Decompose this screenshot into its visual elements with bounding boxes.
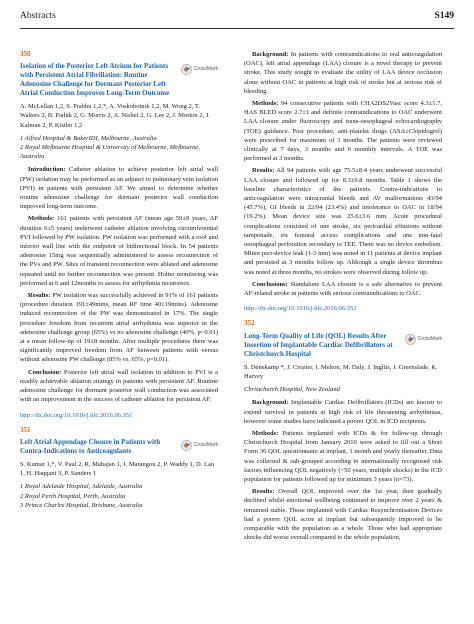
paragraph-methods: Methods: Patients implanted with ICDs & for follow-up through Christchurch Hospital from January 2010 were asked to fill out a Short Form 36 QOL questionnaire at implant, 1 month and yearly thereafter. Data was collected & sub-grouped according to internationally recognised risk factors influencing QOL negatively (<50 years, multiple shocks) in the ICD population for patients followed up for minimum 3 years (n=73). <box>244 429 442 483</box>
author-list: S. Denekamp *, J. Crozier, I. Melton, M. Daly, J. Ingliis, J. Greenslade, K. Harvey <box>244 363 438 380</box>
crossmark-badge[interactable] <box>405 334 442 345</box>
abstract-title: Isolation of the Posterior Left Atrium for Patients with Persistent Atrial Fibrillation: Routine Adenosine Challenge for Dormant Posterior Left Atrial Conduction Improves Long-Term Outcome <box>20 62 170 98</box>
affiliation: 3 Prince Charles Hospital, Brisbane, Australia <box>20 501 143 509</box>
crossmark-icon <box>181 440 192 451</box>
doi-link[interactable]: http://dx.doi.org/10.1016/j.hlc.2016.06.352 <box>244 305 357 313</box>
affiliations <box>244 385 442 394</box>
paragraph-results: Results: PW isolation was successfully achieved in 91% of 161 patients (procedure duration 191±49mins, mean RF time 40±19mins). Adenosine induced reconnection of the PW was demonstrated in 17%. The single procedure freedom from recurrent atrial arrhythmia was superior in the adenosine challenge group (65%) vs no adenosine challenge (40%, p<0.01) at a mean follow-up of 19±8 months. After multiple procedures there was significantly improved freedom from AF between patients with versus without adenosine PW challenge (85% vs. 65%, p=0.01). <box>20 292 218 364</box>
abstract-title: Long-Term Quality of Life (QOL) Results After Insertion of Implantable Cardiac Defibrillators at Christchurch Hospital <box>244 331 393 358</box>
affiliation: Christchurch Hospital, New Zealand <box>244 386 340 394</box>
abstract-351 <box>20 426 218 510</box>
paragraph-methods: Methods: 161 patients with persistent AF (mean age 59±9 years, AF duration 6±5 years) underwent catheter ablation involving circumferential PVI followed by PW isolation. PW isolation was performed with a roof and inferior wall line with the endpoint of bidirectional block. In 54 patients adenosine 15mg was sequentially administered to assess reconnection of the PVs and PW. Sites of transient reconnection were ablated and adenosine repeated until no further reconnection was present. Holter monitoring was performed at 6 and 12months to assess for arrhythmia recurrence. <box>20 215 218 287</box>
author-list: A. McLellan 1,2, S. Prabhu 1,2,*, A. Voskoboinik 1,2, M. Wong 2, T. Walters 2, B. Pathik 2, G. Morris 2, A. Nisbet 2, G. Lee 2, J. Morton 2, J. Kalman 2, P. Kistler 1,2 <box>20 103 210 129</box>
paragraph-results: Results: All 94 patients with age 75.5±8.4 years underwent successful LAA closure and followed up for 8.3±9.8 months. Table 1 shows the baseline characteristics of the patients. Contra-indications to anticoagulation were intracranial bleeds and AV malformations 43/94 (45.7%), GI bleeds in 22/94 (23.4%) and intolerance to OAC in 18/94 (19.2%). Mean device size was 25.6±3.6 mm. Acute procedural complications consisted of one stroke, six pericardial effusions without tamponade, six femoral access complications and one non-fatal oesophageal perforation secondary to TEE. There was no device embolism. Minor peri-device leak (1-3 mm) was noted in 11 patients at device implant and persisted at 3 months follow up. Although a single device thrombus was noted at three months, no strokes were observed during follow up. <box>244 167 442 276</box>
affiliation: 2 Royal Perth Hospital, Perth, Australia <box>20 492 126 500</box>
crossmark-label: CrossMark <box>417 335 442 342</box>
section-title: Abstracts <box>20 11 56 21</box>
crossmark-badge[interactable] <box>181 440 218 451</box>
abstract-number: 351 <box>20 425 31 434</box>
affiliation: 1 Alfred Hospital & BakerIDI, Melbourne, Australia <box>20 134 157 142</box>
abstract-number: 350 <box>20 50 31 58</box>
author-list: S. Kumar 1,*, V. Paul 2, R. Mahajan 1, J. Marangou 2, P. Waddy 1, D. Lau 1, H. Haqqani 3, P. Sanders 1 <box>20 460 215 478</box>
abstract-number: 352 <box>244 319 255 328</box>
paragraph-background: Background: In patients with contraindications to oral anticoagulation (OAC), left atrial appendage (LAA) closure is a novel therapy to prevent stroke. This study sought to evaluate the utility of LAA device occlusion alone without OAC in patients at high risk of stroke but at serious risk of bleeding. <box>244 51 442 95</box>
crossmark-badge[interactable] <box>181 64 218 75</box>
header-rule <box>20 28 454 29</box>
affiliations <box>20 134 218 162</box>
page-header <box>20 4 454 28</box>
abstract-350 <box>20 50 218 420</box>
right-column <box>244 50 442 545</box>
crossmark-icon <box>181 64 192 75</box>
paragraph-introduction: Introduction: Catheter ablation to achieve posterior left atrial wall (PW) isolation may be performed as an adjunct to pulmonary vein isolation (PVI) in patients with persistent AF. We aimed to determine whether routine adenosine challenge for dormant posterior wall conduction improved long-term outcome. <box>20 166 218 211</box>
paragraph-background: Background: Implantable Cardiac Defibrillators (ICDs) are known to extend survival in patients at high risk of life threatening arrhythmias, however some studies have indicated a poorer QOL in ICD recipients. <box>244 399 442 425</box>
crossmark-icon <box>405 334 416 345</box>
crossmark-label: CrossMark <box>193 441 218 448</box>
paragraph-methods: Methods: 94 consecutive patients with CHA2DS2Vasc score 4.3±1.7, HAS BLED score 2.7±1 and definite contraindications to OAC underwent LAA closure under fluoroscopy and trans-oesophageal echocardiography (TOE) guidance. Post procedure, anti-platelet drugs (ASA±Clopidogrel) were prescribed for maximum of 3 months. The patients were reviewed clinically at 7 days, 3 months and 6 monthly intervals. A TOE was performed at 3 months. <box>244 100 442 163</box>
affiliation: 2 Royal Melbourne Hospital & University of Melbourne, Melbourne, Australia <box>20 144 200 161</box>
crossmark-label: CrossMark <box>193 66 218 73</box>
page-number: S149 <box>434 11 454 21</box>
doi-link[interactable]: http://dx.doi.org/10.1016/j.hlc.2016.06.351 <box>20 411 133 419</box>
paragraph-conclusion: Conclusion: Posterior left atrial wall isolation in addition to PVI is a readily achievable ablation strategy in patients with persistent AF. Routine adenosine challenge for dormant posterior wall conduction was associated with an improvement in the success of catheter ablation for persistent AF. <box>20 368 218 404</box>
left-column <box>20 50 218 514</box>
abstract-title: Left Atrial Appendage Closure in Patients with Contra-Indications to Anticoagulants <box>20 437 161 455</box>
abstract-352 <box>244 319 442 542</box>
affiliations <box>20 482 218 510</box>
affiliation: 1 Royal Adelaide Hospital, Adelaide, Australia <box>20 483 143 491</box>
abstract-351-continued <box>244 50 442 313</box>
paragraph-results: Results: Overall QOL improved over the 1st year, then gradually declined whilst emotional wellbeing continued to improve over 2 years & remained stable. Those implanted with Cardiac Resynchronisation Devices had a poorer QOL score at implant but subsequently improved to be comparable with the population as a whole. Those who had appropriate shocks did worse overall compared to the whole population, <box>244 488 442 542</box>
paragraph-conclusions: Conclusions: Standalone LAA closure is a safe alternative to prevent AF-related stroke in patients with serious contraindications to OAC. <box>244 280 442 298</box>
